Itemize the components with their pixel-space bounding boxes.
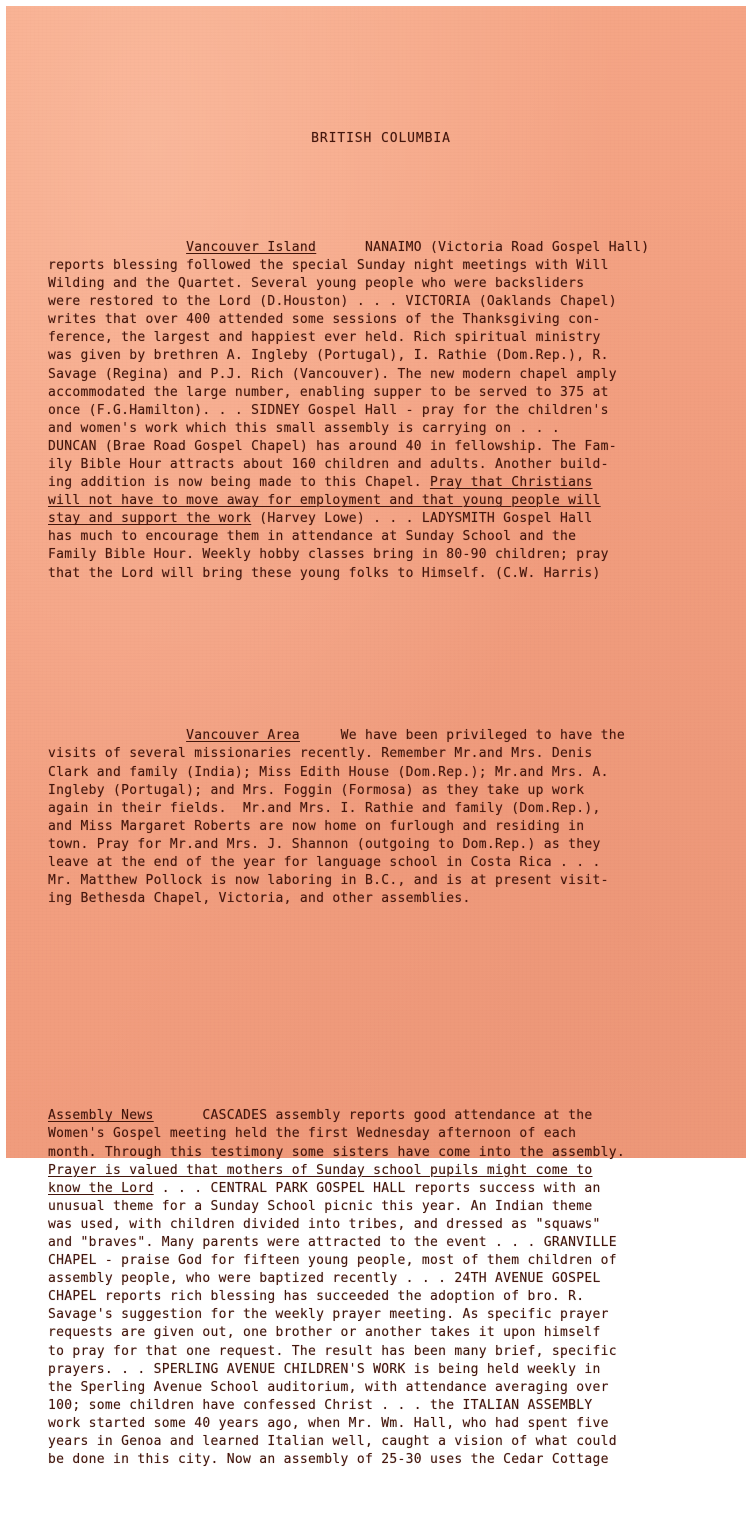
line-12: Savage's suggestion for the weekly prayer meeting. As specific prayer bbox=[48, 1307, 609, 1323]
line-13: requests are given out, one brother or another takes it upon himself bbox=[48, 1325, 601, 1341]
line-1-rest: NANAIMO (Victoria Road Gospel Hall) bbox=[316, 239, 650, 255]
emphasis-prayer-line-2: will not have to move away for employment and that young people will bbox=[48, 493, 601, 509]
line-10: ing Bethesda Chapel, Victoria, and other assemblies. bbox=[48, 891, 471, 907]
line-2: Women's Gospel meeting held the first Wednesday afternoon of each bbox=[48, 1126, 577, 1142]
line-1-rest: We have been privileged to have the bbox=[299, 728, 626, 744]
line-16: the Sperling Avenue School auditorium, with attendance averaging over bbox=[48, 1379, 609, 1395]
section-heading-assembly-news: Assembly News bbox=[48, 1108, 154, 1124]
emphasis-prayer-line-1: Pray that Christians bbox=[429, 475, 593, 491]
page-title: BRITISH COLUMBIA bbox=[311, 131, 451, 147]
line-8: and "braves". Many parents were attracted to the event . . . GRANVILLE bbox=[48, 1235, 617, 1250]
line-5: again in their fields. Mr.and Mrs. I. Rathie and family (Dom.Rep.), bbox=[48, 800, 601, 816]
line-5-rest: . . . CENTRAL PARK GOSPEL HALL reports success with an bbox=[153, 1180, 601, 1196]
line-14-prefix: ing addition is now being made to this Chapel. bbox=[48, 475, 430, 491]
line-1-rest: CASCADES assembly reports good attendance at the bbox=[153, 1108, 593, 1124]
line-12: DUNCAN (Brae Road Gospel Chapel) has around 40 in fellowship. The Fam- bbox=[48, 438, 617, 454]
line-8: Savage (Regina) and P.J. Rich (Vancouver). The new modern chapel amply bbox=[48, 366, 617, 382]
paragraph-gap bbox=[48, 637, 714, 655]
line-3: Wilding and the Quartet. Several young people who were backsliders bbox=[48, 276, 585, 292]
line-2: visits of several missionaries recently. Remember Mr.and Mrs. Denis bbox=[48, 746, 593, 762]
indent-spacer bbox=[48, 240, 186, 255]
line-16-rest: (Harvey Lowe) . . . LADYSMITH Gospel Hall bbox=[251, 511, 593, 527]
line-7: was used, with children divided into tribes, and dressed as "squaws" bbox=[48, 1216, 601, 1232]
line-14: to pray for that one request. The result has been many brief, specific bbox=[48, 1343, 617, 1359]
line-6: and Miss Margaret Roberts are now home on furlough and residing in bbox=[48, 818, 585, 834]
typed-text-block bbox=[48, 76, 714, 1524]
document-body bbox=[6, 6, 746, 1468]
line-11: and women's work which this small assembly is carrying on . . . bbox=[48, 420, 560, 436]
line-15: prayers. . . SPERLING AVENUE CHILDREN'S WORK is being held weekly in bbox=[48, 1361, 601, 1377]
line-11: CHAPEL reports rich blessing has succeeded the adoption of bro. R. bbox=[48, 1289, 585, 1305]
line-9: Mr. Matthew Pollock is now laboring in B.C., and is at present visit- bbox=[48, 873, 609, 889]
line-2: reports blessing followed the special Sunday night meetings with Will bbox=[48, 257, 609, 273]
line-4: Ingleby (Portugal); and Mrs. Foggin (Formosa) as they take up work bbox=[48, 782, 585, 798]
line-13: ily Bible Hour attracts about 160 children and adults. Another build- bbox=[48, 456, 609, 472]
line-3: Clark and family (India); Miss Edith House (Dom.Rep.); Mr.and Mrs. A. bbox=[48, 764, 609, 780]
line-17: 100; some children have confessed Christ . . . the ITALIAN ASSEMBLY bbox=[48, 1397, 593, 1413]
paragraph-gap bbox=[48, 963, 714, 981]
paper-sheet bbox=[6, 6, 746, 1468]
line-6: unusual theme for a Sunday School picnic this year. An Indian theme bbox=[48, 1198, 593, 1214]
line-8: leave at the end of the year for language school in Costa Rica . . . bbox=[48, 855, 601, 871]
line-4: were restored to the Lord (D.Houston) . . . VICTORIA (Oaklands Chapel) bbox=[48, 294, 617, 310]
line-18: Family Bible Hour. Weekly hobby classes bring in 80-90 children; pray bbox=[48, 547, 609, 563]
emphasis-prayer-line-3: stay and support the work bbox=[48, 511, 252, 527]
line-7: was given by brethren A. Ingleby (Portugal), I. Rathie (Dom.Rep.), R. bbox=[48, 348, 609, 364]
emphasis-prayer-valued-line-2: know the Lord bbox=[48, 1180, 154, 1196]
emphasis-prayer-valued-line-1: Prayer is valued that mothers of Sunday school pupils might come to bbox=[48, 1162, 593, 1178]
line-3: month. Through this testimony some sisters have come into the assembly. bbox=[48, 1144, 625, 1160]
paragraph-gap bbox=[48, 1017, 714, 1035]
line-7: town. Pray for Mr.and Mrs. J. Shannon (outgoing to Dom.Rep.) as they bbox=[48, 836, 601, 852]
line-9: CHAPEL - praise God for fifteen young people, most of them children of bbox=[48, 1253, 617, 1269]
line-18: work started some 40 years ago, when Mr. Wm. Hall, who had spent five bbox=[48, 1415, 609, 1431]
line-5: writes that over 400 attended some sessions of the Thanksgiving con- bbox=[48, 312, 601, 328]
section-heading-vancouver-area: Vancouver Area bbox=[186, 728, 300, 744]
line-19: that the Lord will bring these young folks to Himself. (C.W. Harris) bbox=[48, 565, 601, 581]
indent-spacer bbox=[48, 728, 186, 743]
section-vancouver-island bbox=[48, 239, 714, 583]
line-10: once (F.G.Hamilton). . . SIDNEY Gospel Hall - pray for the children's bbox=[48, 402, 609, 418]
line-20: be done in this city. Now an assembly of 25-30 uses the Cedar Cottage bbox=[48, 1452, 609, 1468]
line-19: years in Genoa and learned Italian well, caught a vision of what could bbox=[48, 1434, 617, 1450]
section-vancouver-area bbox=[48, 727, 714, 908]
line-9: accommodated the large number, enabling supper to be served to 375 at bbox=[48, 384, 609, 400]
line-17: has much to encourage them in attendance at Sunday School and the bbox=[48, 529, 577, 545]
line-6: ference, the largest and happiest ever held. Rich spiritual ministry bbox=[48, 330, 601, 346]
section-heading-vancouver-island: Vancouver Island bbox=[186, 239, 317, 255]
line-10: assembly people, who were baptized recently . . . 24TH AVENUE GOSPEL bbox=[48, 1271, 601, 1287]
